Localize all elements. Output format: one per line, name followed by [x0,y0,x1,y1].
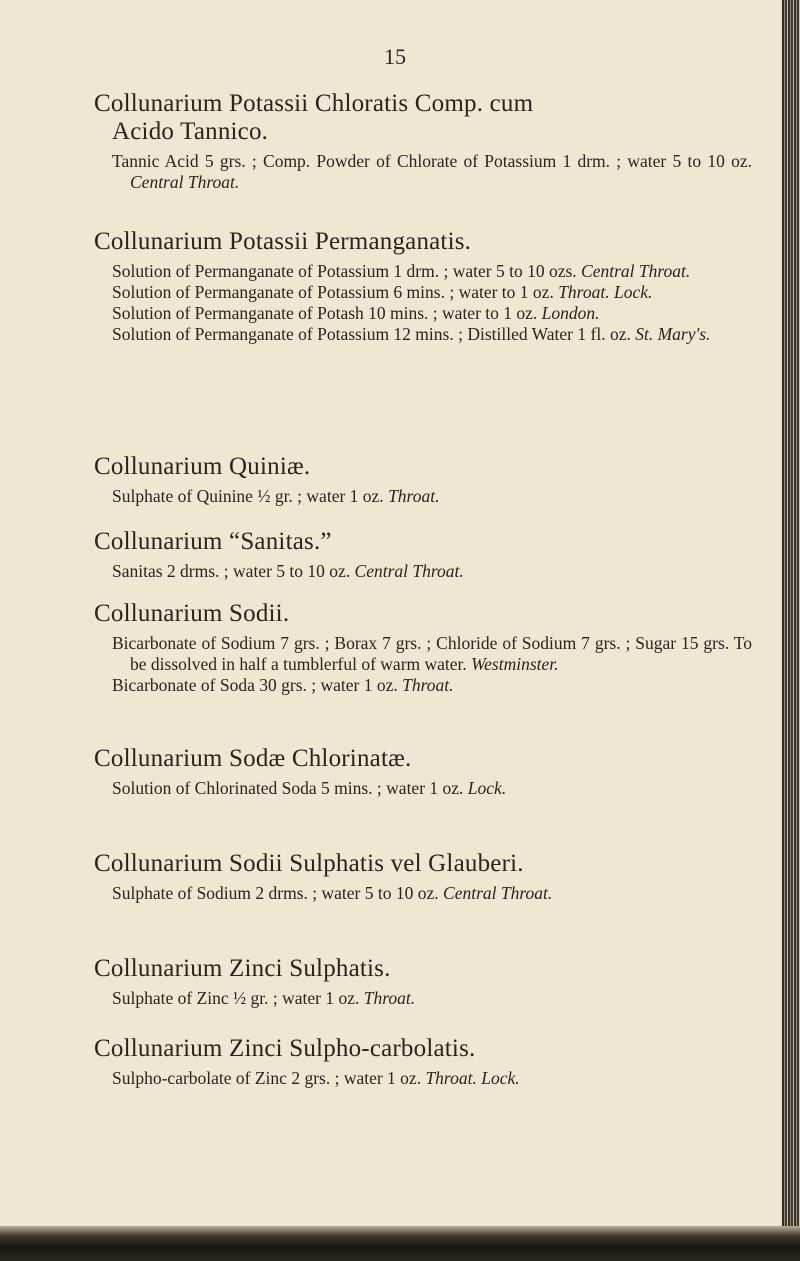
entry-title-line-2: Acido Tannico. [112,118,269,145]
recipe-text: Solution of Permanganate of Potash 10 mins. ; water to 1 oz. [112,303,542,323]
recipe-text: Tannic Acid 5 grs. ; Comp. Powder of Chlorate of Potassium 1 drm. ; water 5 to 10 oz. [112,151,752,171]
entry-potassii-permanganatis [94,228,752,453]
recipe-text: Sulphate of Zinc ½ gr. ; water 1 oz. [112,988,364,1008]
entry-zinci-sulpho-carbolatis [94,1035,752,1115]
entry-sodae-chlorinatae [94,745,752,850]
entry-sodii [94,600,752,745]
recipe-text: Solution of Permanganate of Potassium 12 mins. ; Distilled Water 1 fl. oz. [112,324,636,344]
recipe-text: Sulphate of Quinine ½ gr. ; water 1 oz. [112,486,389,506]
recipe-source: Lock. [467,778,507,798]
entry-title: Collunarium Quiniæ. [94,453,311,480]
recipe [112,282,752,303]
page-edge-right [782,0,800,1261]
recipe-source: St. Mary's. [635,324,711,344]
page-edge-bottom [0,1226,800,1261]
recipe [112,151,752,193]
entry-title: Collunarium Sodii. [94,600,290,627]
recipe-text: Sanitas 2 drms. ; water 5 to 10 oz. [112,561,355,581]
recipe-source: Throat. [363,988,416,1008]
recipe-source: Throat. [402,675,454,695]
entry-title: Collunarium “Sanitas.” [94,528,332,555]
recipe-source: Throat. Lock. [558,282,653,302]
recipe-text: Sulphate of Sodium 2 drms. ; water 5 to 10 oz. [112,883,444,903]
entry-title: Collunarium Potassii Permanganatis. [94,228,472,255]
entry-title [94,90,752,146]
recipe-source: Central Throat. [354,561,464,581]
recipe-text: Solution of Permanganate of Potassium 1 drm. ; water 5 to 10 ozs. [112,261,582,281]
recipe-text: Bicarbonate of Soda 30 grs. ; water 1 oz. [112,675,403,695]
entry-title: Collunarium Zinci Sulphatis. [94,955,391,982]
recipe-text: Sulpho-carbolate of Zinc 2 grs. ; water 1 oz. [112,1068,426,1088]
recipe [112,324,752,345]
entry-title: Collunarium Zinci Sulpho-carbolatis. [94,1035,476,1062]
page-number: 15 [384,44,406,69]
recipe-text: Solution of Permanganate of Potassium 6 mins. ; water to 1 oz. [112,282,559,302]
recipe [112,675,752,696]
recipe [112,486,752,507]
entry-title: Collunarium Sodæ Chlorinatæ. [94,745,412,772]
recipe-source: Westminster. [471,654,559,674]
recipe [112,561,752,582]
entry-title: Collunarium Sodii Sulphatis vel Glauberi. [94,850,524,877]
recipe-source: Central Throat. [443,883,553,903]
recipe [112,633,752,675]
recipe [112,261,752,282]
entry-zinci-sulphatis [94,955,752,1035]
recipe [112,883,752,904]
recipe-source: Central Throat. [130,172,240,192]
recipe [112,1068,752,1089]
entry-title-line-1: Collunarium Potassii Chloratis Comp. cum [94,90,534,117]
entry-potassii-chloratis [94,90,752,228]
recipe-text: Solution of Chlorinated Soda 5 mins. ; water 1 oz. [112,778,468,798]
entry-sodii-sulphatis [94,850,752,955]
recipe-source: Throat. [388,486,440,506]
page-content [94,90,752,1115]
recipe [112,303,752,324]
entry-quiniae [94,453,752,528]
recipe-source: London. [541,303,600,323]
recipe [112,988,752,1009]
recipe-text: Bicarbonate of Sodium 7 grs. ; Borax 7 grs. ; Chloride of Sodium 7 grs. ; Sugar 15 grs. To be dissolved in half a tumblerful of warm water. [112,633,752,674]
recipe [112,778,752,799]
recipe-source: Central Throat. [581,261,691,281]
recipe-source: Throat. Lock. [425,1068,520,1088]
entry-sanitas [94,528,752,600]
